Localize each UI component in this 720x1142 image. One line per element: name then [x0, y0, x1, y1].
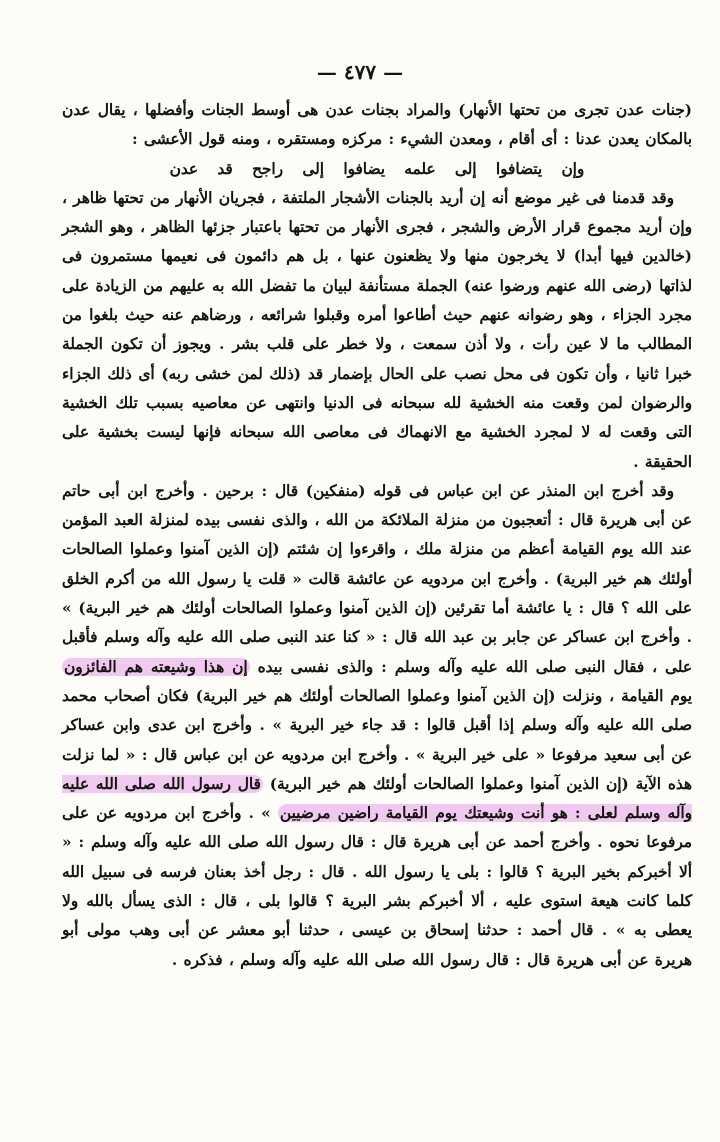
highlighted-text: إن هذا وشيعته هم الفائزون — [64, 657, 248, 676]
paragraph — [62, 96, 692, 155]
text-run: (جنات عدن تجرى من تحتها الأنهار) والمراد بجنات عدن هى أوسط الجنات وأفضلها ، يقال عدن بالمكان يعدن عدنا : أى أقام ، ومعدن الشيء : مركزه ومستقره ، ومنه قول الأعشى : — [62, 101, 692, 149]
paragraph — [62, 477, 692, 975]
paragraph — [62, 184, 692, 477]
text-run: يوم القيامة ، ونزلت (إن الذين آمنوا وعملوا الصالحات أولئك هم خير البرية) فكان أصحاب محمد صلى الله عليه وآله وسلم إذا أقبل قالوا : قد جاء خير البرية » . وأخرج ابن عدى وابن عساكر عن أبى سعيد مرفوعا « على خير البرية » . وأخرج ابن مردويه عن ابن عباس قال : « لما نزلت هذه الآية (إن الذين آمنوا وعملوا الصالحات أولئك هم خير البرية) — [62, 686, 692, 793]
highlighted-text: قال رسول الله صلى الله عليه وآله وسلم لعلى : هو أنت وشيعتك يوم القيامة راضين مرضيين — [62, 774, 692, 823]
text-run: وقد أخرج ابن المنذر عن ابن عباس فى قوله (منفكين) قال : برحين . وأخرج ابن أبى حاتم عن أبى هريرة قال : أتعجبون من منزلة الملائكة من الله ، والذى نفسى بيده لمنزلة العبد المؤمن عند الله يوم القيامة أعظم من منزلة ملك ، واقرءوا إن شئتم (إن الذين آمنوا وعملوا الصالحات أولئك هم خير البرية) . وأخرج ابن مردويه عن عائشة قالت « قلت يا رسول الله من أكرم الخلق على الله ؟ قال : يا عائشة أما تقرئين (إن الذين آمنوا وعملوا الصالحات أولئك هم خير البرية) » . وأخرج ابن عساكر عن جابر بن عبد الله قال : « كنا عند النبى صلى الله عليه وآله وسلم فأقبل على ، فقال النبى صلى الله عليه وآله وسلم : والذى نفسى بيده — [62, 481, 692, 676]
poetry-verse — [62, 155, 692, 184]
text-run: وإن يتضافوا إلى علمه يضافوا إلى راجح قد عدن — [169, 159, 585, 178]
page-number: — ٤٧٧ — — [316, 60, 404, 84]
text-run: وقد قدمنا فى غير موضع أنه إن أريد بالجنات الأشجار الملتفة ، فجريان الأنهار من تحتها ظاهر ، وإن أريد مجموع قرار الأرض والشجر ، فجرى الأنهار من تحتها باعتبار جزئها الظاهر ، وهو الشجر (خالدين فيها أبدا) لا يخرجون منها ولا يظعنون عنها ، بل هم دائمون فى نعيمها مستمرون فى لذاتها (رضى الله عنهم ورضوا عنه) الجملة مستأنفة لبيان ما تفضل الله به عليهم من الزيادة على مجرد الجزاء ، وهو رضوانه عنهم حيث أطاعوا أمره وقبلوا شرائعه ، ورضاهم عنه حيث بلغوا من المطالب ما لا عين رأت ، ولا أذن سمعت ، ولا خطر على قلب بشر . ويجوز أن تكون الجملة خبرا ثانيا ، وأن تكون فى محل نصب على الحال بإضمار قد (ذلك لمن خشى ربه) أى ذلك الجزاء والرضوان لمن وقعت منه الخشية لله سبحانه فى الدنيا وانتهى عن معاصيه بسبب تلك الخشية التى وقعت له لا لمجرد الخشية مع الانهماك فى معاصى الله سبحانه فإنها ليست بخشية على الحقيقة . — [62, 188, 692, 471]
text-run: » . وأخرج ابن مردويه عن على مرفوعا نحوه . وأخرج أحمد عن أبى هريرة قال : قال رسول الله صلى الله عليه وآله وسلم : « ألا أخبركم بخير البرية ؟ قالوا : بلى يا رسول الله . قال : رجل أخذ بعنان فرسه فى سبيل الله كلما كانت هيعة استوى عليه ، ألا أخبركم بشر البرية ؟ قالوا بلى ، قال : الذى يسأل بالله ولا يعطى به » . قال أحمد : حدثنا إسحاق بن عيسى ، حدثنا أبو معشر عن أبى وهب مولى أبو هريرة عن أبى هريرة قال : قال رسول الله صلى الله عليه وآله وسلم ، فذكره . — [62, 804, 692, 969]
page-body-text — [62, 96, 692, 975]
